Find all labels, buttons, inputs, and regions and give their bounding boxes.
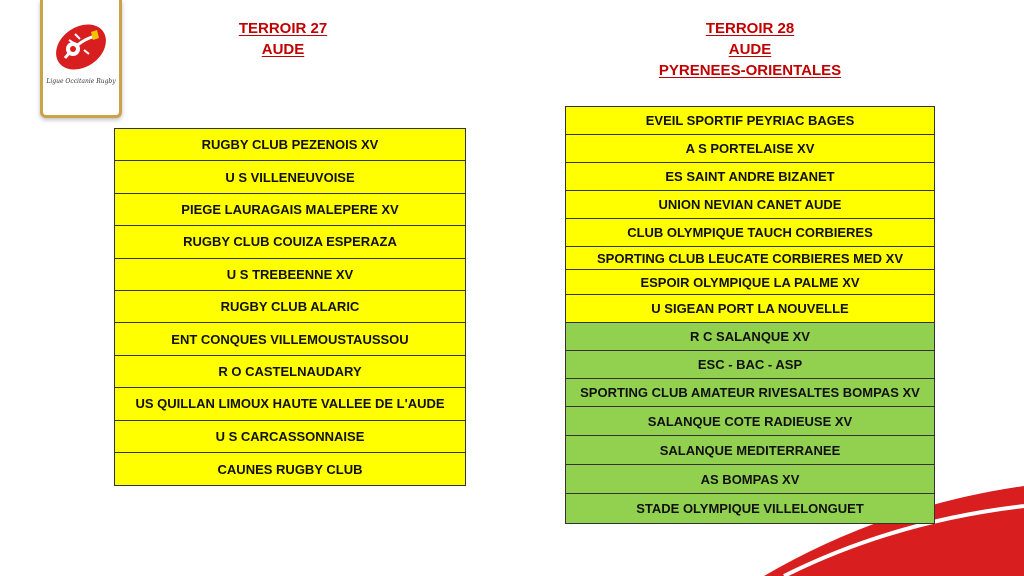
table-row: [566, 270, 934, 295]
club-name: CLUB OLYMPIQUE TAUCH CORBIERES: [627, 225, 873, 240]
terroir27-subtitle: AUDE: [261, 41, 305, 58]
table-row: [115, 388, 465, 420]
table-row: [566, 436, 934, 465]
club-name: CAUNES RUGBY CLUB: [217, 461, 363, 477]
table-row: [566, 494, 934, 523]
club-name: R C SALANQUE XV: [690, 329, 810, 344]
club-name: U SIGEAN PORT LA NOUVELLE: [651, 301, 849, 316]
table-row: [115, 259, 465, 291]
club-name: SALANQUE MEDITERRANEE: [659, 442, 841, 458]
table-row: [566, 247, 934, 270]
rugby-ball-logo-icon: [51, 18, 111, 76]
club-name: R O CASTELNAUDARY: [218, 363, 362, 379]
club-name: U S VILLENEUVOISE: [225, 169, 355, 185]
table-row: [115, 194, 465, 226]
table-row: [566, 107, 934, 135]
club-name: RUGBY CLUB COUIZA ESPERAZA: [183, 234, 397, 250]
club-name: U S TREBEENNE XV: [226, 266, 354, 282]
table-row: [566, 163, 934, 191]
club-name: PIEGE LAURAGAIS MALEPERE XV: [181, 201, 399, 217]
club-name: ENT CONQUES VILLEMOUSTAUSSOU: [171, 331, 409, 347]
club-name: EVEIL SPORTIF PEYRIAC BAGES: [645, 113, 855, 128]
club-name: ESPOIR OLYMPIQUE LA PALME XV: [640, 274, 860, 290]
club-name: UNION NEVIAN CANET AUDE: [658, 197, 842, 212]
table-row: [115, 291, 465, 323]
club-name: ESC - BAC - ASP: [697, 357, 803, 372]
league-logo: [40, 0, 122, 118]
terroir28-subtitle2: PYRENEES-ORIENTALES: [658, 62, 842, 79]
table-row: [566, 351, 934, 379]
table-row: [566, 135, 934, 163]
table-row: [115, 323, 465, 355]
club-name: US QUILLAN LIMOUX HAUTE VALLEE DE L'AUDE: [135, 396, 445, 412]
table-row: [566, 465, 934, 494]
club-name: A S PORTELAISE XV: [685, 141, 815, 156]
table-row: [566, 295, 934, 323]
club-name: ES SAINT ANDRE BIZANET: [665, 169, 835, 184]
table-row: [115, 129, 465, 161]
table-row: [115, 226, 465, 258]
club-name: SALANQUE COTE RADIEUSE XV: [647, 413, 853, 429]
club-name: U S CARCASSONNAISE: [215, 428, 365, 444]
table-row: [115, 453, 465, 485]
club-name: SPORTING CLUB LEUCATE CORBIERES MED XV: [596, 250, 903, 266]
club-name: SPORTING CLUB AMATEUR RIVESALTES BOMPAS XV: [580, 385, 920, 400]
terroir28-club-table: [565, 106, 935, 524]
logo-caption: Ligue Occitanie Rugby: [46, 78, 116, 85]
table-row: [566, 191, 934, 219]
club-name: RUGBY CLUB ALARIC: [220, 299, 360, 315]
table-row: [115, 356, 465, 388]
table-row: [115, 421, 465, 453]
club-name: STADE OLYMPIQUE VILLELONGUET: [636, 501, 864, 516]
club-name: RUGBY CLUB PEZENOIS XV: [201, 137, 379, 153]
terroir27-heading: [208, 18, 358, 60]
terroir27-title: TERROIR 27: [238, 20, 328, 37]
terroir28-title: TERROIR 28: [705, 20, 795, 37]
table-row: [566, 323, 934, 351]
table-row: [566, 379, 934, 407]
terroir28-subtitle: AUDE: [728, 41, 772, 58]
club-name: AS BOMPAS XV: [700, 471, 800, 487]
terroir28-heading: [640, 18, 860, 81]
table-row: [566, 407, 934, 436]
table-row: [566, 219, 934, 247]
terroir27-club-table: [114, 128, 466, 486]
table-row: [115, 161, 465, 193]
